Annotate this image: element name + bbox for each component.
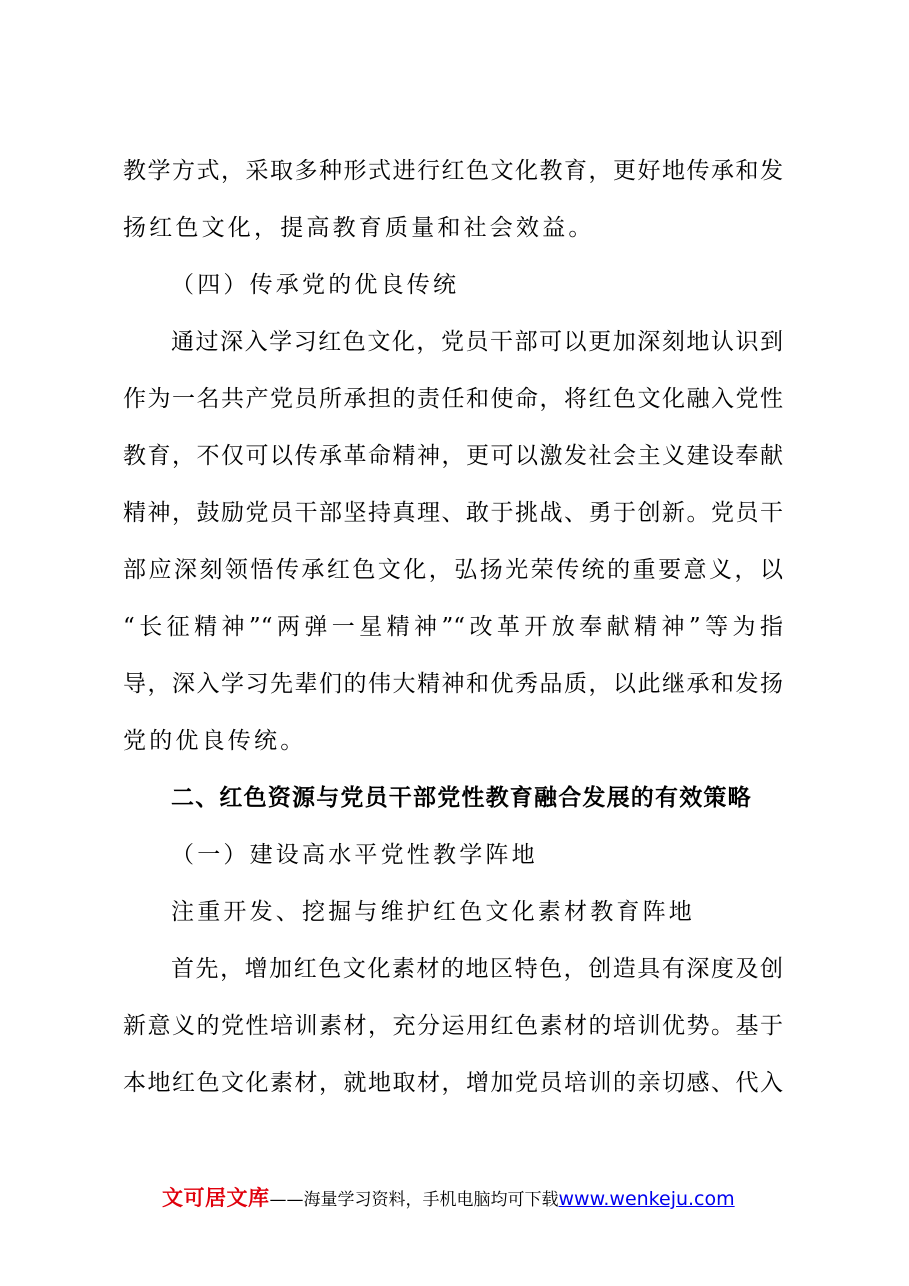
paragraph-line: 首先，增加红色文化素材的地区特色，创造具有深度及创 bbox=[171, 956, 783, 982]
section-subheading: （四）传承党的优良传统 bbox=[171, 272, 460, 298]
paragraph-line: 扬红色文化，提高教育质量和社会效益。 bbox=[123, 215, 595, 241]
section-subheading: （一）建设高水平党性教学阵地 bbox=[171, 842, 538, 868]
paragraph-line: 本地红色文化素材，就地取材，增加党员培训的亲切感、代入 bbox=[123, 1070, 783, 1096]
footer-slogan: ——海量学习资料，手机电脑均可下载 bbox=[269, 1190, 559, 1210]
section-subheading: 注重开发、挖掘与维护红色文化素材教育阵地 bbox=[171, 899, 695, 925]
paragraph-line: 精神，鼓励党员干部坚持真理、敢于挑战、勇于创新。党员干 bbox=[123, 500, 783, 526]
paragraph-line: 导，深入学习先辈们的伟大精神和优秀品质，以此继承和发扬 bbox=[123, 671, 783, 697]
paragraph-line: 新意义的党性培训素材，充分运用红色素材的培训优势。基于 bbox=[123, 1013, 783, 1039]
paragraph-line: 部应深刻领悟传承红色文化，弘扬光荣传统的重要意义，以 bbox=[123, 557, 783, 583]
footer-brand: 文可居文库 bbox=[162, 1186, 270, 1210]
paragraph-line: 通过深入学习红色文化，党员干部可以更加深刻地认识到 bbox=[171, 329, 783, 355]
paragraph-line: 党的优良传统。 bbox=[123, 728, 307, 754]
paragraph-line: 作为一名共产党员所承担的责任和使命，将红色文化融入党性 bbox=[123, 386, 783, 412]
section-heading: 二、红色资源与党员干部党性教育融合发展的有效策略 bbox=[171, 785, 752, 811]
paragraph-line: 教育，不仅可以传承革命精神，更可以激发社会主义建设奉献 bbox=[123, 443, 783, 469]
paragraph-line: “长征精神”“两弹一星精神”“改革开放奉献精神”等为指 bbox=[123, 614, 783, 640]
footer-site-link[interactable]: www.wenkeju.com bbox=[558, 1188, 735, 1210]
footer-banner bbox=[162, 1183, 735, 1213]
paragraph-line: 教学方式，采取多种形式进行红色文化教育，更好地传承和发 bbox=[123, 158, 783, 184]
